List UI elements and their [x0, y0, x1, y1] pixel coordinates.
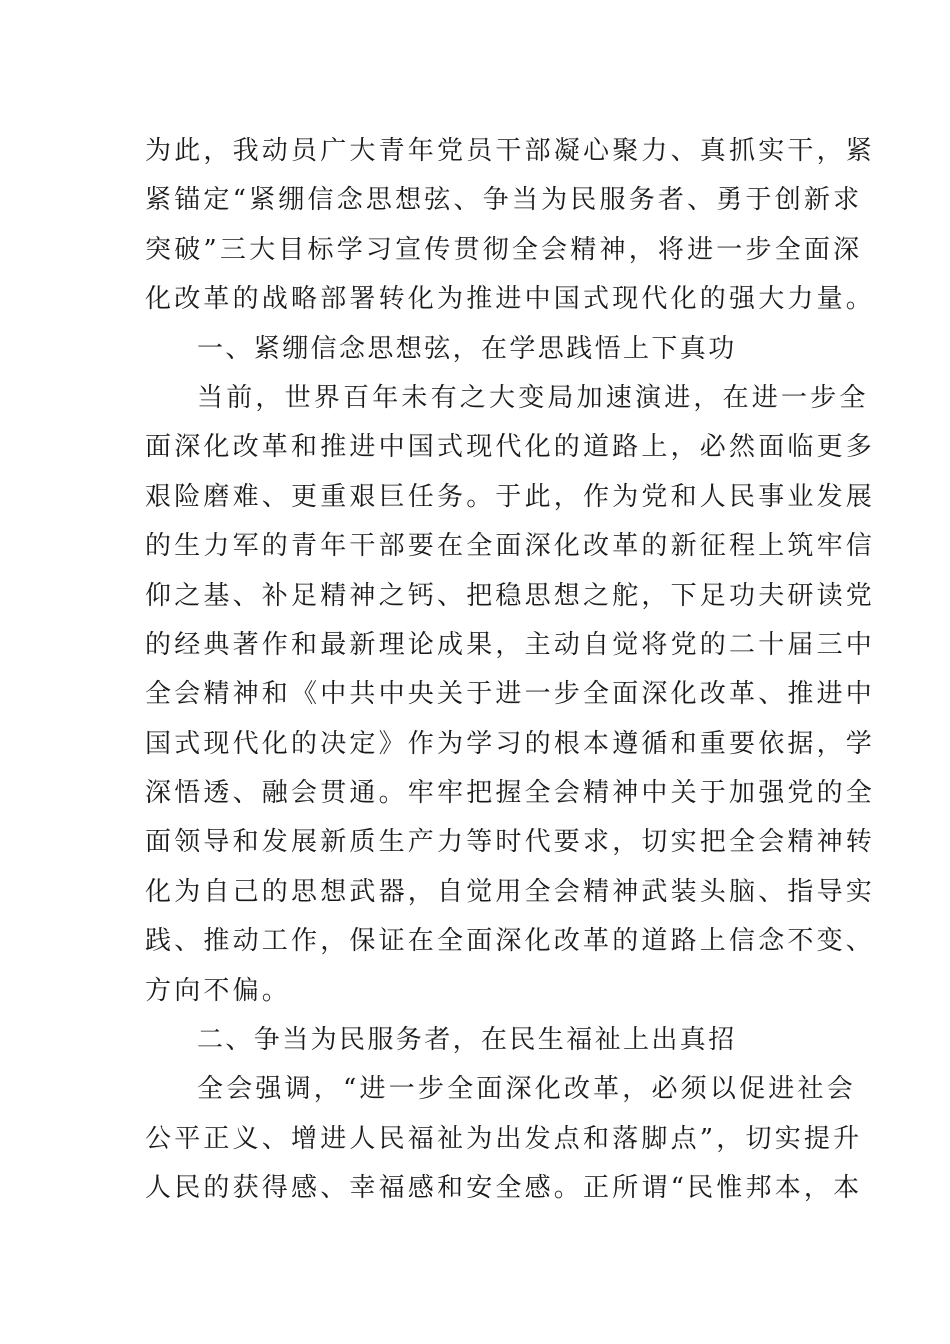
text-line: 艰险磨难、更重艰巨任务。于此，作为党和人民事业发展: [145, 481, 876, 512]
text-line: 面领导和发展新质生产力等时代要求，切实把全会精神转: [145, 827, 876, 858]
document-page: [145, 127, 876, 1214]
text-line: 全会强调，“进一步全面深化改革，必须以促进社会: [197, 1074, 856, 1105]
section-heading: 二、争当为民服务者，在民生福祉上出真招: [197, 1025, 737, 1056]
section-heading: 一、紧绷信念思想弦，在学思践悟上下真功: [197, 333, 737, 364]
text-line: 化为自己的思想武器，自觉用全会精神武装头脑、指导实: [145, 876, 876, 907]
text-line: 仰之基、补足精神之钙、把稳思想之舵，下足功夫研读党: [145, 580, 876, 611]
text-line: 的经典著作和最新理论成果，主动自觉将党的二十届三中: [145, 629, 876, 660]
text-line: 紧锚定“紧绷信念思想弦、争当为民服务者、勇于创新求: [145, 185, 863, 216]
text-line: 当前，世界百年未有之大变局加速演进，在进一步全: [197, 382, 869, 413]
text-line: 全会精神和《中共中央关于进一步全面深化改革、推进中: [145, 679, 876, 710]
text-line: 国式现代化的决定》作为学习的根本遵循和重要依据，学: [145, 728, 876, 759]
text-line: 化改革的战略部署转化为推进中国式现代化的强大力量。: [145, 284, 876, 315]
document-body: [145, 127, 876, 1214]
text-line: 人民的获得感、幸福感和安全感。正所谓“民惟邦本，本: [145, 1173, 863, 1204]
text-line: 深悟透、融会贯通。牢牢把握全会精神中关于加强党的全: [145, 778, 876, 809]
text-line: 践、推动工作，保证在全面深化改革的道路上信念不变、: [145, 926, 876, 957]
text-line: 方向不偏。: [145, 975, 292, 1006]
text-line: 突破”三大目标学习宣传贯彻全会精神，将进一步全面深: [145, 234, 863, 265]
text-line: 的生力军的青年干部要在全面深化改革的新征程上筑牢信: [145, 531, 876, 562]
text-line: 面深化改革和推进中国式现代化的道路上，必然面临更多: [145, 432, 876, 463]
text-line: 为此，我动员广大青年党员干部凝心聚力、真抓实干，紧: [145, 136, 876, 166]
text-line: 公平正义、增进人民福祉为出发点和落脚点”，切实提升: [145, 1123, 863, 1154]
